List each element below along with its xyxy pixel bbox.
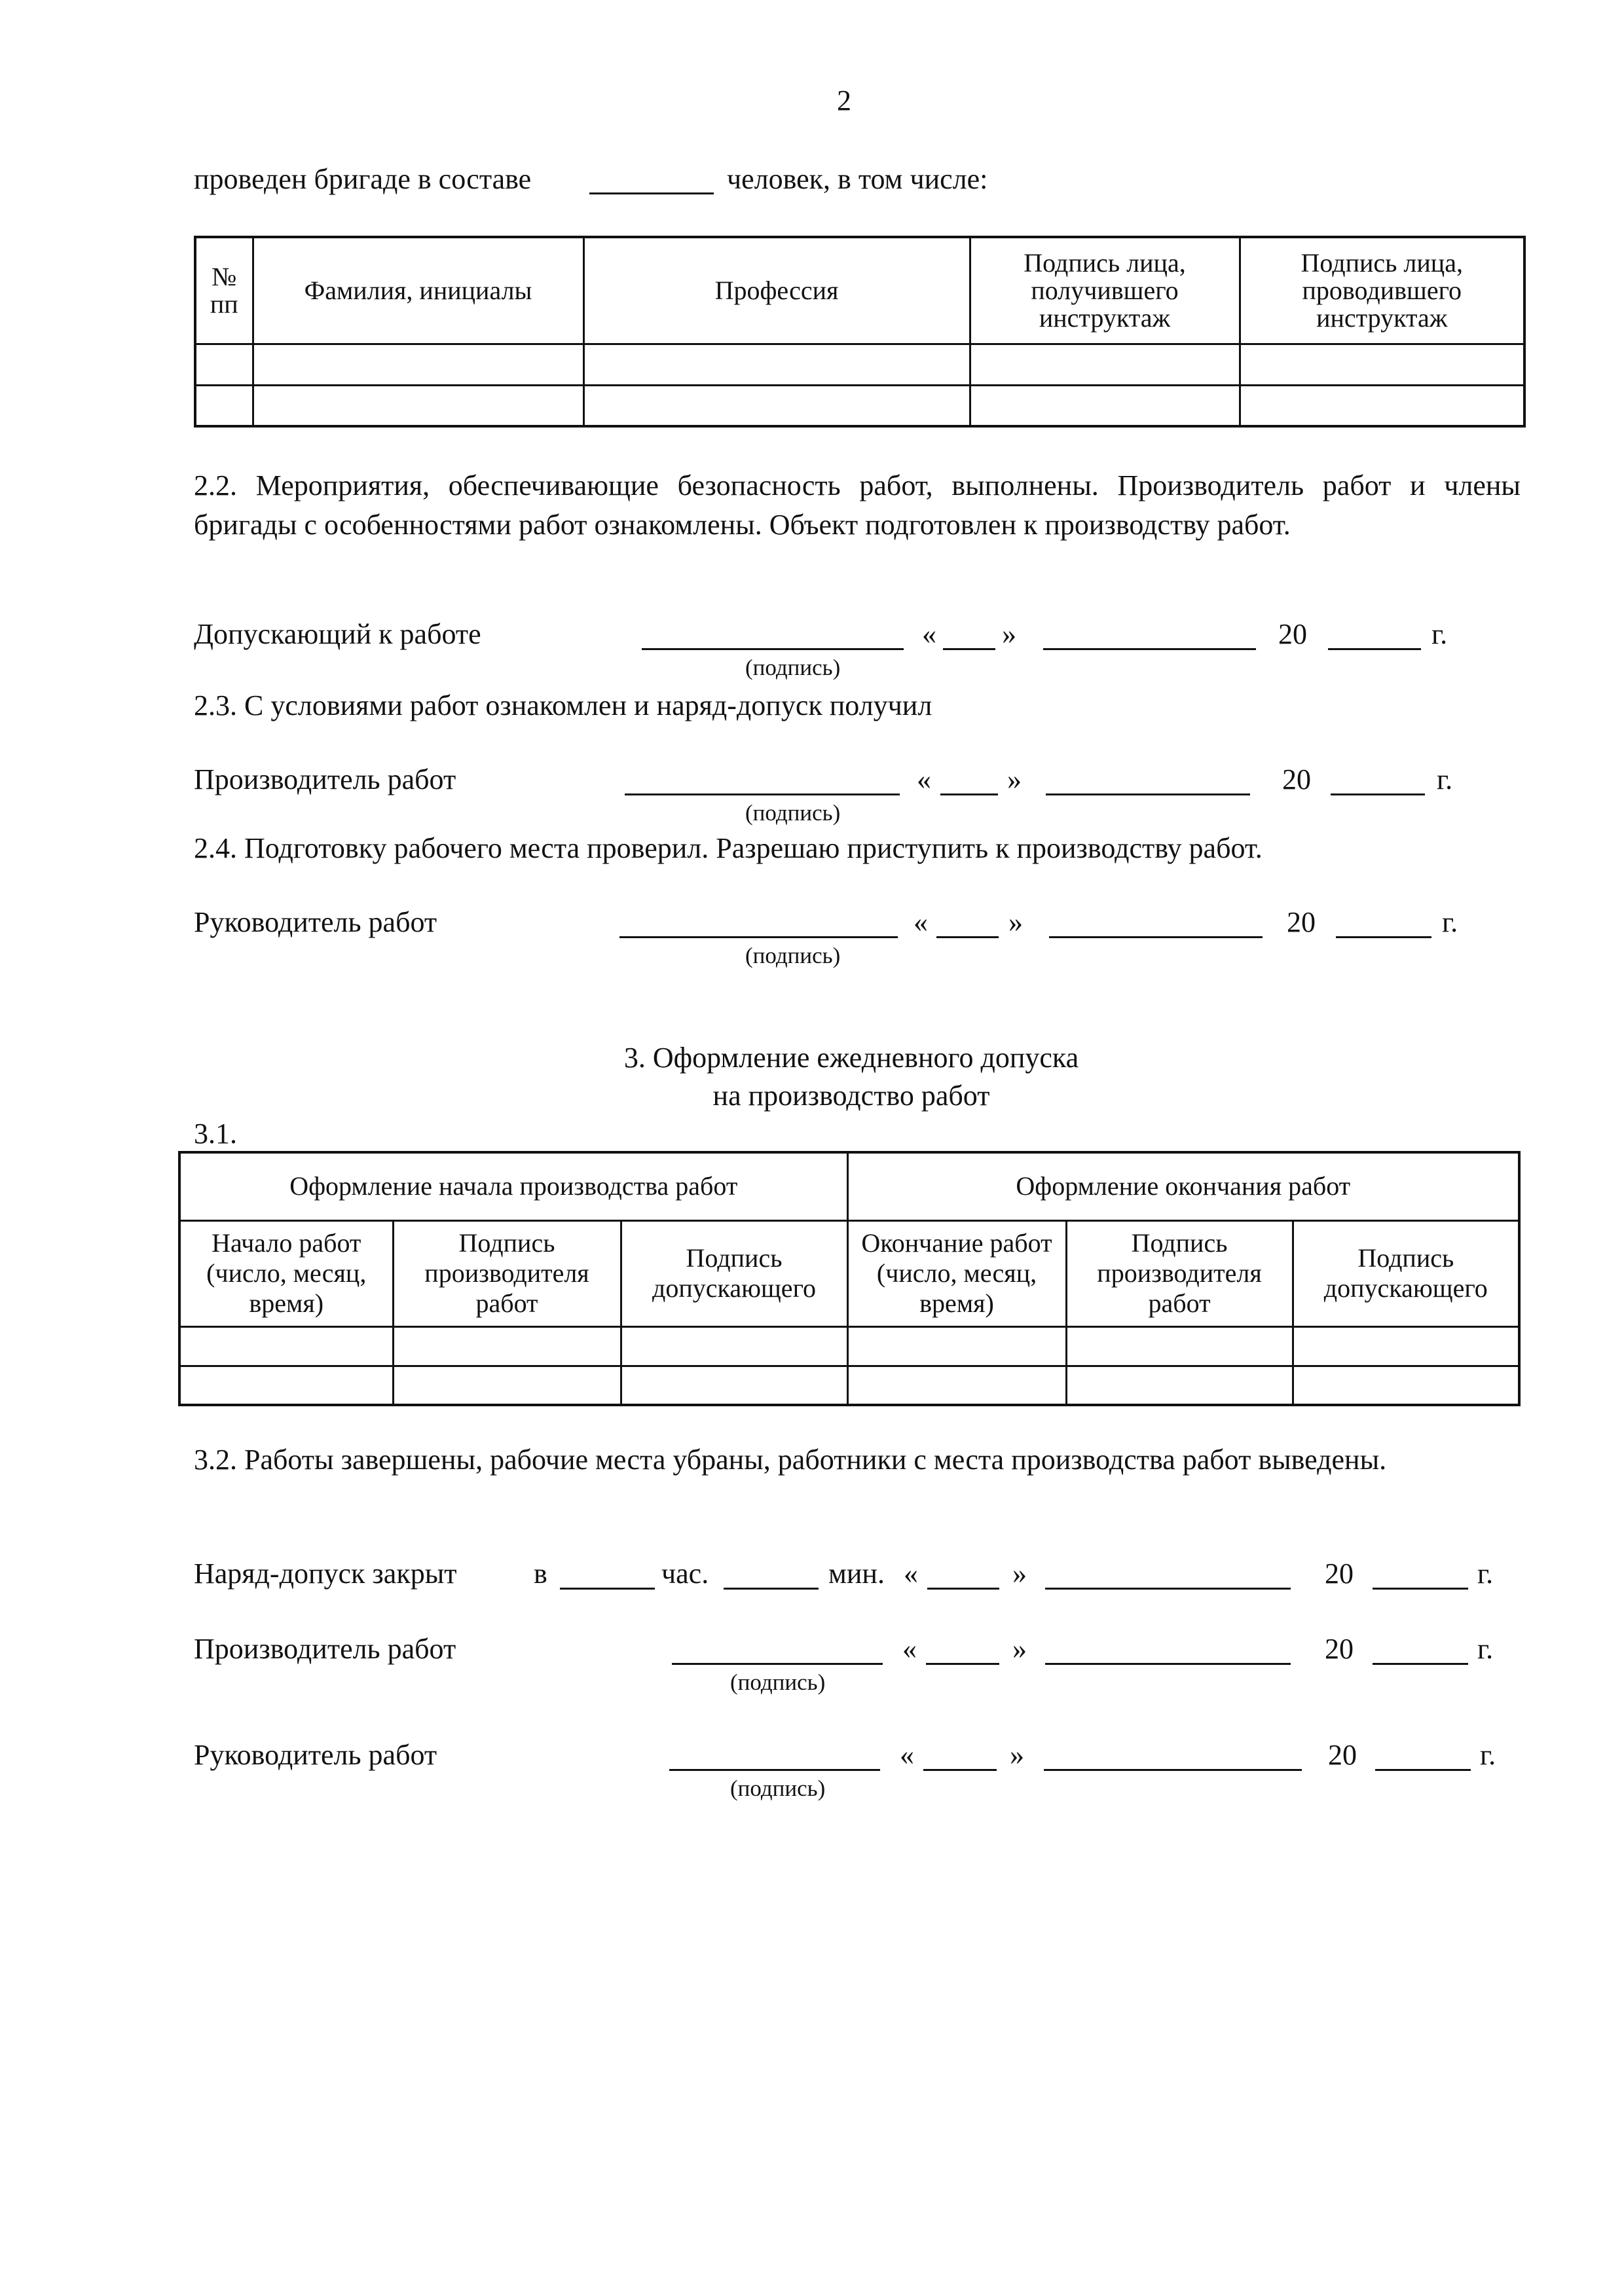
table-cell[interactable]	[583, 385, 970, 426]
instruction-table	[194, 236, 1526, 428]
year-suffix: г.	[1442, 906, 1458, 938]
year-prefix: 20	[1287, 906, 1316, 938]
closed-year-field[interactable]	[1373, 1588, 1468, 1590]
close-quote: »	[1012, 1633, 1027, 1665]
sig-admitting-day-field[interactable]	[943, 648, 995, 650]
year-suffix: г.	[1477, 1633, 1494, 1665]
table-cell[interactable]	[621, 1366, 847, 1405]
open-quote: «	[917, 763, 931, 795]
section-3-2-text: 3.2. Работы завершены, рабочие места убраны, работники с места производства работ выведены.	[194, 1444, 1387, 1476]
sig-manager-1-day-field[interactable]	[936, 936, 999, 938]
year-suffix: г.	[1477, 1558, 1494, 1590]
sig-producer-2-month-field[interactable]	[1045, 1663, 1291, 1665]
header-profession: Профессия	[583, 237, 970, 344]
sig-producer-1-day-field[interactable]	[940, 793, 998, 795]
year-suffix: г.	[1431, 618, 1448, 650]
signature-caption: (подпись)	[745, 943, 841, 968]
header-number: № пп	[195, 237, 253, 344]
close-quote: »	[1002, 618, 1016, 650]
table-cell[interactable]	[847, 1366, 1066, 1405]
table-cell[interactable]	[847, 1326, 1066, 1366]
sig-producer-1-label: Производитель работ	[194, 763, 456, 795]
table-cell[interactable]	[1293, 1366, 1519, 1405]
sig-producer-1-signature-field[interactable]	[625, 793, 900, 795]
sig-producer-1-month-field[interactable]	[1046, 793, 1250, 795]
table-cell[interactable]	[970, 344, 1240, 385]
header-admitting-signature: Подпись допускающего	[1293, 1220, 1519, 1326]
table-cell[interactable]	[253, 344, 583, 385]
sig-manager-2-label: Руководитель работ	[194, 1739, 437, 1771]
table-row	[195, 344, 1524, 385]
section-3-1-label: 3.1.	[194, 1118, 237, 1150]
signature-caption: (подпись)	[745, 655, 841, 680]
sig-admitting-year-field[interactable]	[1328, 648, 1421, 650]
table-row	[179, 1366, 1519, 1405]
signature-caption: (подпись)	[745, 800, 841, 826]
table-cell[interactable]	[179, 1326, 393, 1366]
close-quote: »	[1007, 763, 1022, 795]
closed-month-field[interactable]	[1045, 1588, 1291, 1590]
close-quote: »	[1012, 1558, 1027, 1590]
table-cell[interactable]	[393, 1326, 621, 1366]
sig-admitting-month-field[interactable]	[1043, 648, 1256, 650]
table-cell[interactable]	[195, 385, 253, 426]
close-quote: »	[1008, 906, 1023, 938]
sig-admitting-label: Допускающий к работе	[194, 618, 481, 650]
group-header-start: Оформление начала производства работ	[179, 1152, 847, 1220]
open-quote: «	[904, 1558, 918, 1590]
closed-line-hours: час.	[661, 1558, 709, 1590]
table-cell[interactable]	[1240, 344, 1524, 385]
table-cell[interactable]	[1293, 1326, 1519, 1366]
table-cell[interactable]	[621, 1326, 847, 1366]
closed-line-in: в	[534, 1558, 547, 1590]
table-row	[179, 1326, 1519, 1366]
sig-manager-2-signature-field[interactable]	[669, 1769, 880, 1771]
section-2-2-text: 2.2. Мероприятия, обеспечивающие безопасность работ, выполнены. Производитель работ и члены бригады с особенностями работ ознакомлены. Объект подготовлен к производству работ.	[194, 469, 1521, 541]
table-cell[interactable]	[179, 1366, 393, 1405]
header-end-datetime: Окончание работ (число, месяц, время)	[847, 1220, 1066, 1326]
group-header-end: Оформление окончания работ	[847, 1152, 1519, 1220]
brigade-line-suffix: человек, в том числе:	[727, 163, 988, 195]
section-2-3-text: 2.3. С условиями работ ознакомлен и наряд-допуск получил	[194, 689, 932, 721]
close-quote: »	[1010, 1739, 1024, 1771]
sig-admitting-signature-field[interactable]	[642, 648, 904, 650]
section-3-title-line2: на производство работ	[712, 1080, 990, 1112]
open-quote: «	[922, 618, 936, 650]
year-prefix: 20	[1328, 1739, 1357, 1771]
closed-minutes-field[interactable]	[724, 1588, 819, 1590]
header-signature-received: Подпись лица, получившего инструктаж	[970, 237, 1240, 344]
year-prefix: 20	[1325, 1558, 1354, 1590]
sig-manager-2-day-field[interactable]	[923, 1769, 997, 1771]
header-producer-signature: Подпись производителя работ	[393, 1220, 621, 1326]
sig-manager-1-month-field[interactable]	[1049, 936, 1263, 938]
header-start-datetime: Начало работ (число, месяц, время)	[179, 1220, 393, 1326]
brigade-count-field[interactable]	[589, 192, 714, 194]
sig-manager-1-label: Руководитель работ	[194, 906, 437, 938]
sig-manager-2-year-field[interactable]	[1375, 1769, 1471, 1771]
year-prefix: 20	[1282, 763, 1311, 795]
sig-producer-1-year-field[interactable]	[1331, 793, 1425, 795]
table-row	[195, 385, 1524, 426]
closed-line-label: Наряд-допуск закрыт	[194, 1558, 457, 1590]
open-quote: «	[902, 1633, 917, 1665]
sig-producer-2-signature-field[interactable]	[672, 1663, 883, 1665]
instruction-table-header-row	[195, 237, 1524, 344]
header-admitting-signature: Подпись допускающего	[621, 1220, 847, 1326]
signature-caption: (подпись)	[730, 1776, 826, 1801]
closed-hours-field[interactable]	[560, 1588, 655, 1590]
daily-admission-table	[178, 1151, 1521, 1406]
open-quote: «	[913, 906, 928, 938]
table-cell[interactable]	[253, 385, 583, 426]
header-producer-signature: Подпись производителя работ	[1066, 1220, 1293, 1326]
sig-manager-1-signature-field[interactable]	[619, 936, 898, 938]
table-cell[interactable]	[970, 385, 1240, 426]
table-cell[interactable]	[1066, 1366, 1293, 1405]
sig-manager-2-month-field[interactable]	[1044, 1769, 1302, 1771]
table-cell[interactable]	[1066, 1326, 1293, 1366]
page-number: 2	[837, 84, 851, 117]
header-signature-conducted: Подпись лица, проводившего инструктаж	[1240, 237, 1524, 344]
brigade-line-prefix: проведен бригаде в составе	[194, 163, 532, 195]
section-3-title-line1: 3. Оформление ежедневного допуска	[623, 1042, 1079, 1074]
table-cell[interactable]	[195, 344, 253, 385]
year-suffix: г.	[1480, 1739, 1496, 1771]
sig-producer-2-label: Производитель работ	[194, 1633, 456, 1665]
header-full-name: Фамилия, инициалы	[253, 237, 583, 344]
year-suffix: г.	[1437, 763, 1453, 795]
sig-producer-2-day-field[interactable]	[926, 1663, 999, 1665]
signature-caption: (подпись)	[730, 1669, 826, 1695]
closed-line-minutes: мин.	[828, 1558, 885, 1590]
daily-admission-group-row	[179, 1152, 1519, 1220]
section-2-4-text: 2.4. Подготовку рабочего места проверил. Разрешаю приступить к производству работ.	[194, 832, 1263, 864]
table-cell[interactable]	[583, 344, 970, 385]
table-cell[interactable]	[1240, 385, 1524, 426]
year-prefix: 20	[1325, 1633, 1354, 1665]
table-cell[interactable]	[393, 1366, 621, 1405]
sig-manager-1-year-field[interactable]	[1336, 936, 1431, 938]
daily-admission-header-row	[179, 1220, 1519, 1326]
closed-day-field[interactable]	[927, 1588, 999, 1590]
open-quote: «	[900, 1739, 914, 1771]
year-prefix: 20	[1278, 618, 1307, 650]
sig-producer-2-year-field[interactable]	[1373, 1663, 1468, 1665]
